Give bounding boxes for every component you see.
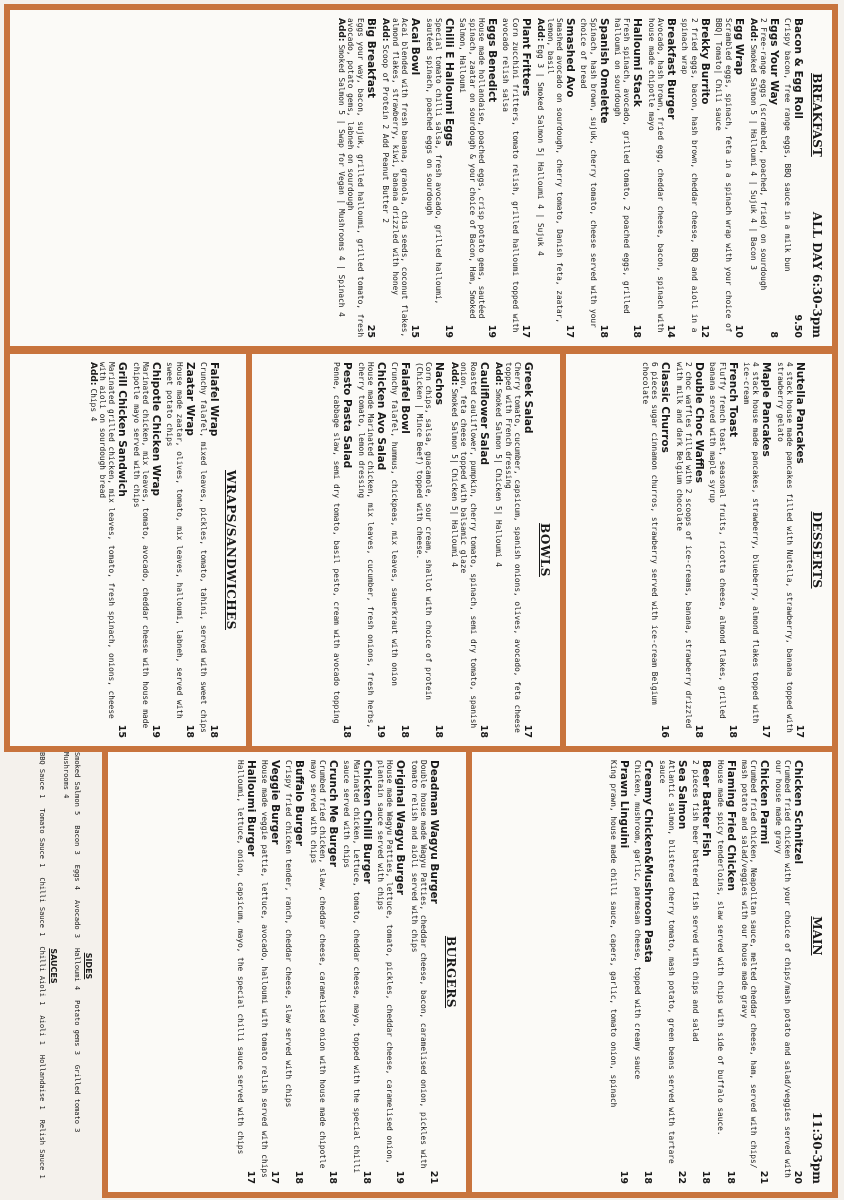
menu-item-description: 2 pieces fish beer battered fish served with chips and salad — [691, 760, 701, 1042]
sides-item: Grilled tomato 3 — [73, 1064, 81, 1133]
menu-item-description: Scrambled eggs, spinach, feta in a spinach wrap with your choice of BBQ| Tomato| Chili sauce — [714, 18, 733, 333]
menu-item — [390, 362, 411, 738]
menu-item-name: Double Choc Waffles — [692, 362, 705, 483]
menu-item — [748, 18, 780, 338]
menu-item — [308, 760, 339, 1184]
desserts-content — [632, 354, 832, 746]
menu-item-description: 2 choc waffles filled with 2 scoops of ice-creams, banana, strawberry drizzled with milk and dark Belgium chocolate — [674, 362, 693, 729]
menu-item-description: Atlantic salmon, blistered cherry tomato, mash potato, green beans served with tartare sauce — [657, 760, 676, 1164]
menu-item-description: Corn chips, salsa, guacamole, sour cream, shallot with choice of protein (Chicken | Mince Beef) topped with cheese. — [414, 362, 434, 700]
menu-item-name: Halloumi Stack — [631, 18, 644, 107]
wraps-panel — [4, 348, 252, 752]
menu-item-description: Spinach, hash brown, sujuk, cherry tomato, cheese served with your choice of bread — [579, 18, 598, 328]
menu-item-header — [659, 362, 671, 738]
menu-item-price: 18 — [208, 724, 219, 738]
menu-item-description: House made Marinated chicken, mix leaves, cucumber, fresh onions, fresh herbs, cherry tomato, lemon dressing — [356, 362, 375, 729]
menu-item — [783, 18, 804, 338]
menu-item-price: 19 — [394, 1170, 406, 1184]
menu-item — [646, 18, 677, 338]
menu-item — [691, 760, 712, 1184]
main-list — [609, 760, 804, 1184]
burgers-panel — [102, 746, 472, 1198]
menu-item-name: Cauliflower Salad — [477, 362, 490, 465]
menu-item-addons — [493, 362, 504, 738]
menu-item-header — [428, 760, 440, 1184]
menu-item-price: 25 — [364, 324, 376, 338]
menu-item-name: Brekky Burrito — [698, 18, 711, 105]
menu-item — [87, 362, 128, 738]
menu-item-description: 4 stack house made pancakes, strawberry, blueberry, almond flakes topped with ice-cream — [741, 362, 761, 724]
menu-item-header — [598, 18, 610, 338]
menu-item-header — [399, 362, 411, 738]
main-hours: 11:30-3pm — [810, 1111, 824, 1184]
menu-item — [380, 18, 421, 338]
menu-item — [414, 362, 445, 738]
menu-item — [284, 760, 305, 1184]
menu-item-header — [725, 760, 737, 1184]
menu-item-description: Avocado, hash brown, fried egg, cheddar cheese, bacon, spinach with house made chipotle mayo — [646, 18, 666, 333]
menu-item — [260, 760, 281, 1184]
menu-item-name: Zaatar Wrap — [183, 362, 196, 436]
menu-item — [579, 18, 610, 338]
sauces-item: Hollandaise 1 — [38, 1054, 46, 1110]
breakfast-list — [335, 18, 804, 338]
menu-item-description: Double house made Wagyu Patties, cheddar cheese, bacon, caramelised onion, pickles with tomato relish and aioli served with chips — [409, 760, 428, 1169]
menu-item-addons — [535, 18, 546, 338]
sauces-list — [37, 752, 48, 1180]
menu-item-description: 2 Free-range eggs (scrambled, poached, fried) on sourdough — [758, 18, 768, 291]
menu-item-name: Breakfast Burger — [665, 18, 678, 120]
menu-item-header — [375, 362, 387, 738]
menu-item-description: House made hollandaise, poached eggs, crisp potato gems, sautéed spinach, zaatar on sourdough & your choice of Bacon, Ham, Smoked Salmon, Halloumi — [458, 18, 486, 319]
addons-text: Smoked Salmon 5 | Swap for Vegan | Mushrooms 4 | Spinach 4 — [337, 44, 347, 317]
menu-item-price: 18 — [477, 724, 489, 738]
menu-item-description: Crunchy falafel, hummus, chickpeas, mix leaves, sauerkraut with onion — [390, 362, 400, 686]
menu-item — [657, 760, 688, 1184]
menu-item — [356, 362, 387, 738]
menu-item-header — [409, 18, 421, 338]
sides-item: Eggs 4 — [73, 864, 81, 891]
menu-item-header — [208, 362, 220, 738]
menu-item-name: Original Wagyu Burger — [394, 760, 407, 895]
menu-item-header — [792, 18, 804, 338]
menu-item-header — [443, 18, 455, 338]
menu-item-header — [631, 18, 643, 338]
menu-item-addons — [335, 18, 346, 338]
menu-item — [714, 18, 745, 338]
menu-item-description: Special tomato chilli salsa, fresh avocado, grilled halloumi, sautéed spinach, poached eggs on sourdough — [424, 18, 443, 305]
menu-item — [715, 760, 736, 1184]
menu-item-name: Flaming Fried Chicken — [724, 760, 737, 891]
menu-item-name: Maple Pancakes — [760, 362, 773, 457]
addons-text: Smoked Salmon 5| Chicken 5| Halloumi 4 — [449, 388, 459, 567]
menu-item-price: 15 — [409, 324, 421, 338]
menu-item — [424, 18, 455, 338]
sides-content — [35, 746, 99, 1186]
menu-item-name: Sea Salmon — [675, 760, 688, 830]
menu-item — [708, 362, 739, 738]
menu-item-name: Chilli E Halloumi Eggs — [442, 18, 455, 147]
menu-item-price: 16 — [659, 724, 671, 738]
addons-text: Chips 4 — [88, 388, 98, 422]
menu-item-name: Grill Chicken Sandwich — [116, 362, 129, 497]
menu-item-header — [733, 18, 745, 338]
menu-item-description: Corn zucchini fritters, tomato relish, grilled halloumi topped with avocado relish salsa — [501, 18, 520, 333]
menu-item-header — [676, 760, 688, 1184]
menu-item-name: Falafel Bowl — [399, 362, 412, 434]
menu-item-name: Buffalo Burger — [293, 760, 306, 847]
wraps-list — [87, 362, 220, 738]
breakfast-title: BREAKFAST — [810, 73, 824, 157]
menu-item-header — [760, 362, 772, 738]
addons-label: Add: — [493, 362, 504, 389]
menu-item-description: Crunchy falafel, mixed leaves, pickles, tomato, tahini, served with sweet chips — [199, 362, 208, 733]
wraps-title: WRAPS/SANDWICHES — [224, 470, 238, 630]
menu-item-description: 6 pieces sugar cinnamon churros, strawberry served with ice-cream Belgium chocolate — [640, 362, 660, 705]
menu-item-name: Nutella Pancakes — [794, 362, 806, 464]
menu-item-header — [642, 760, 654, 1184]
menu-item-description: Crumbed fried chicken, slaw, cheddar cheese, caramelised onion with house made chipotle mayo served with chips — [308, 760, 327, 1169]
menu-item-description: Fluffy french toast, seasonal fruits, ricotta cheese, almond flakes, grilled banana served with maple syrup — [708, 362, 727, 719]
menu-item-name: Smashed Avo — [564, 18, 577, 98]
menu-item-description: Fresh spinach, avocado, grilled tomato, 2 poached eggs, grilled halloumi on sourdough — [613, 18, 632, 314]
bowls-panel — [246, 348, 566, 752]
menu-item-price: 9.50 — [792, 314, 803, 338]
burgers-content — [226, 752, 466, 1192]
menu-item-name: Deadman Wagyu Burger — [428, 760, 440, 904]
menu-item — [740, 760, 771, 1184]
menu-item — [458, 18, 498, 338]
menu-item-header — [564, 18, 576, 338]
menu-item-price: 22 — [675, 1170, 687, 1184]
menu-item-price: 19 — [149, 724, 161, 738]
menu-item-name: Chicken Avo Salad — [375, 362, 387, 471]
sides-list — [61, 752, 82, 1180]
sauces-item: BBQ Sauce 1 — [38, 752, 46, 799]
addons-label: Add: — [448, 362, 459, 389]
sauces-item: Chilli Sauce 1 — [38, 877, 46, 937]
menu-item-price: 18 — [642, 1170, 654, 1184]
menu-item-header — [618, 760, 630, 1184]
menu-item-name: Eggs Your Way — [767, 18, 780, 106]
menu-item-price: 18 — [326, 1170, 338, 1184]
sauces-item: Chilli Aioli 1 — [38, 946, 46, 1006]
menu-item-price: 18 — [692, 724, 704, 738]
menu-item-name: Acai Bowl — [409, 18, 422, 76]
addons-label: Add: — [87, 362, 98, 389]
menu-item-price: 17 — [244, 1170, 256, 1184]
menu-item — [609, 760, 630, 1184]
menu-item-description: Marinated grilled chicken, mix leaves, tomato, fresh spinach, onions, cheese with aioli on sourdough bread — [97, 362, 117, 719]
menu-item-price: 19 — [617, 1170, 629, 1184]
menu-item-header — [478, 362, 490, 738]
menu-item-price: 17 — [564, 324, 576, 338]
bowls-content — [323, 354, 560, 746]
menu-item-price: 18 — [293, 1170, 305, 1184]
menu-item-price: 17 — [519, 324, 531, 338]
menu-item-price: 17 — [760, 724, 772, 738]
menu-item-price: 18 — [631, 324, 643, 338]
menu-item-header — [794, 362, 806, 738]
menu-item-name: Eggs Benedict — [485, 18, 498, 103]
menu-item — [335, 18, 376, 338]
main-title: MAIN — [810, 916, 824, 956]
menu-item-description: Marinated chicken, Lettuce, tomato, cheddar cheese, mayo, topped with the special chilli sauce served with chips — [342, 760, 361, 1174]
menu-item — [773, 760, 804, 1184]
menu-item-description: Marinated chicken, mix leaves, tomato, avocado, cheddar cheese with house made chipotle mayo served with chips — [131, 362, 150, 729]
menu-item-name: Plant Fritters — [519, 18, 532, 97]
menu-item-description: Crumbed fried chicken, Neapolitan sauce, melted cheddar cheese, ham, served with chips/ mash potato and salad/veggies with our house made gravy — [739, 760, 759, 1169]
menu-item — [501, 18, 532, 338]
menu-item-header — [341, 362, 353, 738]
sauces-item: Relish Sauce 1 — [38, 1119, 46, 1179]
menu-item-price: 17 — [268, 1170, 280, 1184]
menu-item-description: Halloumi, lettuce, onion, capsicum, mayo, the special chilli sauce served with chips — [235, 760, 245, 1155]
menu-item-price: 21 — [428, 1170, 439, 1184]
menu-item — [131, 362, 162, 738]
burgers-title: BURGERS — [444, 935, 458, 1009]
menu-item-price: 14 — [665, 324, 677, 338]
menu-item-description: King prawn, house made chilli sauce, capers, garlic, tomato onion, spinach — [608, 760, 618, 1108]
addons-label: Add: — [535, 18, 546, 45]
wraps-content — [78, 354, 246, 746]
menu-item-name: Chipotle Chicken Wrap — [149, 362, 162, 497]
menu-item-header — [116, 362, 128, 738]
addons-text: Scoop of Protein 2 Add Peanut Butter 2 — [381, 44, 391, 223]
menu-item-price: 18 — [360, 1170, 372, 1184]
menu-item-name: Falafel Wrap — [208, 362, 220, 437]
menu-item-description: Eggs your way, bacon, sujuk, grilled halloumi, grilled tomato, fresh avocado, potato gems, labneh on sourdough — [346, 18, 365, 338]
sides-title: SIDES — [84, 952, 93, 980]
addons-label: Add: — [336, 18, 347, 45]
menu-item-name: Classic Churros — [659, 362, 672, 453]
menu-item-price: 18 — [433, 724, 445, 738]
menu-item-description: Smashed avocado on sourdough, cherry tomato, Danish feta, zaatar, lemon, basil — [545, 18, 565, 324]
sauces-item: Aioli 1 — [38, 1015, 46, 1045]
menu-item-header — [293, 760, 305, 1184]
addons-text: Smoked Salmon 5 | Halloumi 4 | Sujuk 4 | Bacon 3 — [749, 44, 759, 270]
menu-item-description: House made veggie pattie, lettuce, avocado, halloumi with tomato relish served with chips — [259, 760, 269, 1178]
main-header — [810, 760, 824, 1184]
menu-item-price: 17 — [794, 724, 805, 738]
menu-item — [535, 18, 576, 338]
menu-item — [376, 760, 407, 1184]
menu-item-price: 12 — [698, 324, 710, 338]
menu-item-price: 19 — [375, 724, 386, 738]
menu-item-description: Chicken, mushroom, garlic, parmesan cheese, topped with creamy sauce — [633, 760, 643, 1080]
menu-item-name: Veggie Burger — [268, 760, 281, 845]
bowls-list — [332, 362, 534, 738]
menu-item-price: 18 — [341, 724, 353, 738]
menu-item — [775, 362, 806, 738]
menu-item-header — [520, 18, 532, 338]
menu-item-description: House made spicy tenderloins, slaw served with chips with side of buffalo sauce. — [715, 760, 725, 1136]
menu-item-price: 18 — [726, 724, 738, 738]
breakfast-hours: ALL DAY 6:30-3pm — [810, 211, 824, 338]
menu-item — [742, 362, 773, 738]
menu-item-name: Bacon & Egg Roll — [792, 18, 804, 119]
menu-item-addons — [87, 362, 98, 738]
menu-item-name: French Toast — [726, 362, 739, 437]
sides-item: Mushrooms 4 — [62, 752, 71, 799]
menu-item-name: Chicken Chilli Burger — [360, 760, 373, 884]
menu-item-header — [394, 760, 406, 1184]
menu-item-price: 8 — [767, 331, 779, 338]
menu-item-addons — [448, 362, 459, 738]
menu-item-addons — [380, 18, 391, 338]
breakfast-panel — [4, 4, 838, 352]
menu-item-price: 20 — [792, 1170, 803, 1184]
menu-item-name: Egg Wrap — [732, 18, 745, 76]
desserts-list — [641, 362, 806, 738]
menu-item-header — [269, 760, 281, 1184]
menu-item-header — [693, 362, 705, 738]
menu-item-header — [150, 362, 162, 738]
breakfast-header — [810, 18, 824, 338]
addons-label: Add: — [380, 18, 391, 45]
menu-item-description: Crispy bacon, free range eggs, BBQ sauce in a milk bun — [783, 18, 792, 272]
menu-item-header — [327, 760, 339, 1184]
menu-item-description: 2 fried eggs, bacon, hash brown, cheddar cheese, BBQ and aioli in a spinach wrap — [680, 18, 699, 333]
menu-item — [332, 362, 353, 738]
menu-item-price: 18 — [399, 724, 411, 738]
menu-item-header — [758, 760, 770, 1184]
burgers-list — [235, 760, 440, 1184]
addons-text: Smoked Salmon 5| Chicken 5| Halloumi 4 — [494, 388, 504, 567]
menu-item-description: Crumbed fried chicken with your choice of chips/mash potato and salad/veggies served with our house made gravy — [773, 760, 792, 1178]
menu-item — [199, 362, 220, 738]
menu-item-description: Cherry tomato, cucumber, capsicum, spanish onions, olives, avocado, feta cheese topped with French dressing — [503, 362, 522, 733]
menu-item-name: Prawn Linguini — [617, 760, 630, 849]
menu-item-header — [665, 18, 677, 338]
menu-item-header — [522, 362, 534, 738]
menu-item-header — [486, 18, 498, 338]
menu-item — [613, 18, 644, 338]
sauces-item: Tomato Sauce 1 — [38, 808, 46, 868]
menu-item — [342, 760, 373, 1184]
menu-item-header — [727, 362, 739, 738]
menu-item-price: 19 — [485, 324, 497, 338]
menu-item-description: House made Wagyu Patties, lettuce, tomato, pickles, cheddar cheese, caramelised onion, plantain sauce served with chips — [375, 760, 395, 1164]
menu-item-description: House made zaatar, olives, tomato, mix leaves, halloumi, labneh, served with sweet potato chips — [165, 362, 184, 719]
sides-item: Smoked Salmon 5 — [73, 752, 81, 816]
menu-item-name: Halloumi Burger — [244, 760, 257, 857]
menu-item — [409, 760, 440, 1184]
menu-item-header — [699, 18, 711, 338]
menu-item-name: Chicken Schnitzel — [792, 760, 804, 865]
menu-item-name: Creamy Chicken&Mushroom Pasta — [642, 760, 655, 963]
menu-item-name: Beer Batter Fish — [700, 760, 713, 857]
menu-item-price: 17 — [522, 724, 533, 738]
menu-item-header — [700, 760, 712, 1184]
breakfast-content — [326, 10, 832, 346]
sides-item: Avocado 3 — [73, 900, 81, 938]
menu-item — [674, 362, 705, 738]
menu-item-addons — [748, 18, 759, 338]
menu-item-description: Crispy fried chicken tender, ranch, cheddar cheese, slaw served with chips — [284, 760, 294, 1108]
menu-item-header — [245, 760, 257, 1184]
menu-item-description: Acai blended with fresh banana, granola, chia seeds, coconut flakes, almond flakes, strawberry, kiwi, banana drizzled with honey — [390, 18, 410, 338]
sauces-title: SAUCES — [49, 948, 58, 984]
sides-item: Bacon 3 — [73, 825, 81, 855]
menu-item-description: 4 stack house made pancakes filled with Nutella, strawberry, banana topped with strawberry gelato — [775, 362, 794, 733]
menu-item-name: Big Breakfast — [364, 18, 377, 99]
menu-item — [641, 362, 672, 738]
menu-item-price: 21 — [758, 1170, 770, 1184]
menu-item-name: Spanish Omelette — [597, 18, 610, 124]
menu-item-price: 15 — [116, 724, 128, 738]
menu-item-name: Nachos — [433, 362, 446, 406]
menu-item-header — [768, 18, 780, 338]
menu-item-price: 18 — [183, 724, 195, 738]
menu-item-name: Greek Salad — [522, 362, 534, 434]
menu-item-header — [433, 362, 445, 738]
menu-item — [633, 760, 654, 1184]
menu-item-price: 18 — [700, 1170, 712, 1184]
menu-item — [235, 760, 256, 1184]
menu-item-name: Chicken Parmi — [758, 760, 771, 845]
menu-item-price: 10 — [732, 324, 744, 338]
menu-item-header — [365, 18, 377, 338]
menu-item-description: Roasted cauliflower, pumpkin, cherry tomato, spinach, semi dry tomato, spanish onion, feta cheese topped with balsamic glaze — [459, 362, 478, 729]
menu-item-price: 18 — [597, 324, 609, 338]
menu-item — [493, 362, 534, 738]
menu-item — [448, 362, 489, 738]
menu-item-header — [361, 760, 373, 1184]
menu-item-price: 18 — [724, 1170, 736, 1184]
menu-item — [680, 18, 711, 338]
main-panel — [466, 746, 838, 1198]
addons-label: Add: — [748, 18, 759, 45]
main-content — [600, 752, 832, 1192]
menu-item-header — [792, 760, 804, 1184]
menu-item-name: Crunch Me Burger — [326, 760, 339, 867]
bowls-title: BOWLS — [538, 523, 552, 577]
desserts-title: DESSERTS — [810, 511, 824, 589]
menu-item-name: Pesto Pasta Salad — [341, 362, 354, 469]
sides-area — [6, 746, 98, 1186]
addons-text: Egg 3 | Smoked Salmon 5| Halloumi 4 | Sujuk 4 — [536, 44, 546, 256]
sides-item: Potato gems 3 — [73, 1000, 81, 1055]
menu-item — [165, 362, 196, 738]
menu-item-description: Penne, cabbage slaw, semi dry tomato, basil pesto, cream with avocado topping — [332, 362, 342, 724]
desserts-panel — [560, 348, 838, 752]
menu-item-price: 19 — [442, 324, 454, 338]
menu-item-header — [184, 362, 196, 738]
sides-item: Halloumi 4 — [73, 947, 81, 991]
